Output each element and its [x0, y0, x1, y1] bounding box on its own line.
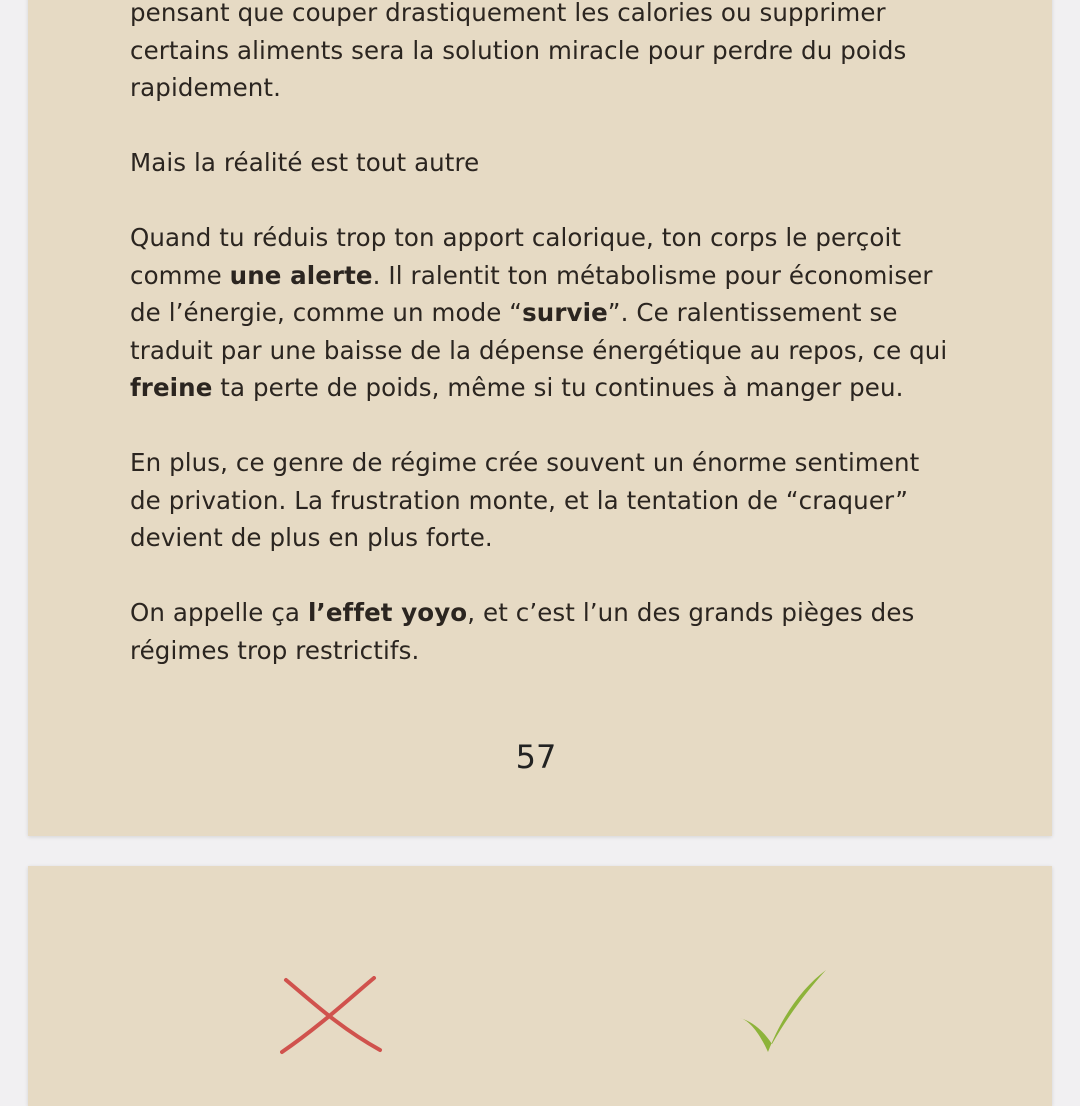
text-run: ”. Ce ralentissement se traduit par une baisse de la dépense énergétique au repos, ce qui [130, 298, 948, 365]
bold-text: l’effet yoyo [307, 598, 468, 627]
paragraph [130, 444, 950, 557]
text-run: ta perte de poids, même si tu continues à manger peu. [212, 373, 904, 402]
page-next [28, 866, 1052, 1106]
text-run: pensant que couper drastiquement les calories ou supprimer certains aliments sera la solution miracle pour perdre du poids rapidement. [130, 0, 907, 102]
body-text [130, 0, 950, 669]
bold-text: une alerte [229, 260, 373, 290]
text-run: . Il ralentit ton métabolisme pour économiser de l’énergie, comme un mode “ [130, 260, 933, 327]
text-run: On appelle ça [130, 598, 308, 627]
page-57 [28, 0, 1052, 836]
text-run: , et c’est l’un des grands pièges des régimes trop restrictifs. [130, 598, 915, 665]
paragraph [130, 0, 950, 107]
text-run: En plus, ce genre de régime crée souvent un énorme sentiment de privation. La frustration monte, et la tentation de “craquer” devient de plus en plus forte. [130, 448, 920, 552]
text-run: Mais la réalité est tout autre [130, 148, 480, 177]
cross-icon [280, 976, 390, 1056]
paragraph [130, 219, 950, 407]
paragraph [130, 144, 950, 182]
paragraph [130, 594, 950, 669]
text-run: Quand tu réduis trop ton apport calorique, ton corps le perçoit comme [130, 223, 902, 290]
page-number: 57 [515, 738, 557, 776]
bold-text: freine [130, 373, 213, 402]
bold-text: survie [522, 298, 608, 327]
check-icon [736, 966, 828, 1056]
